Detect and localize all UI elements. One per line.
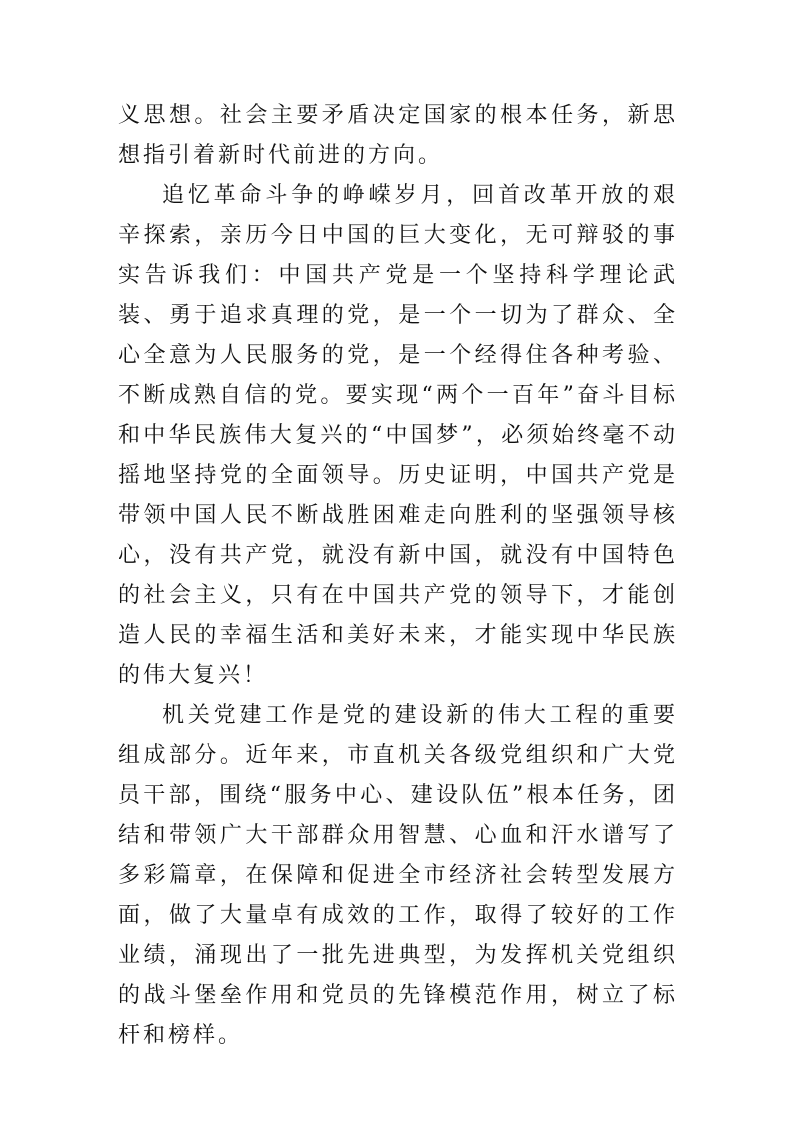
paragraph-continuation: 义思想。社会主要矛盾决定国家的根本任务，新思想指引着新时代前进的方向。	[118, 103, 678, 168]
document-body	[118, 96, 678, 1056]
paragraph-party-leadership: 追忆革命斗争的峥嵘岁月，回首改革开放的艰辛探索，亲历今日中国的巨大变化，无可辩驳的事实告诉我们：中国共产党是一个坚持科学理论武装、勇于追求真理的党，是一个一切为了群众、全心全意为人民服务的党，是一个经得住各种考验、不断成熟自信的党。要实现“两个一百年”奋斗目标和中华民族伟大复兴的“中国梦”，必须始终毫不动摇地坚持党的全面领导。历史证明，中国共产党是带领中国人民不断战胜困难走向胜利的坚强领导核心，没有共产党，就没有新中国，就没有中国特色的社会主义，只有在中国共产党的领导下，才能创造人民的幸福生活和美好未来，才能实现中华民族的伟大复兴！	[118, 183, 678, 688]
paragraph-party-building: 机关党建工作是党的建设新的伟大工程的重要组成部分。近年来，市直机关各级党组织和广大党员干部，围绕“服务中心、建设队伍”根本任务，团结和带领广大干部群众用智慧、心血和汗水谱写了多彩篇章，在保障和促进全市经济社会转型发展方面，做了大量卓有成效的工作，取得了较好的工作业绩，涌现出了一批先进典型，为发挥机关党组织的战斗堡垒作用和党员的先锋模范作用，树立了标杆和榜样。	[118, 703, 678, 1048]
